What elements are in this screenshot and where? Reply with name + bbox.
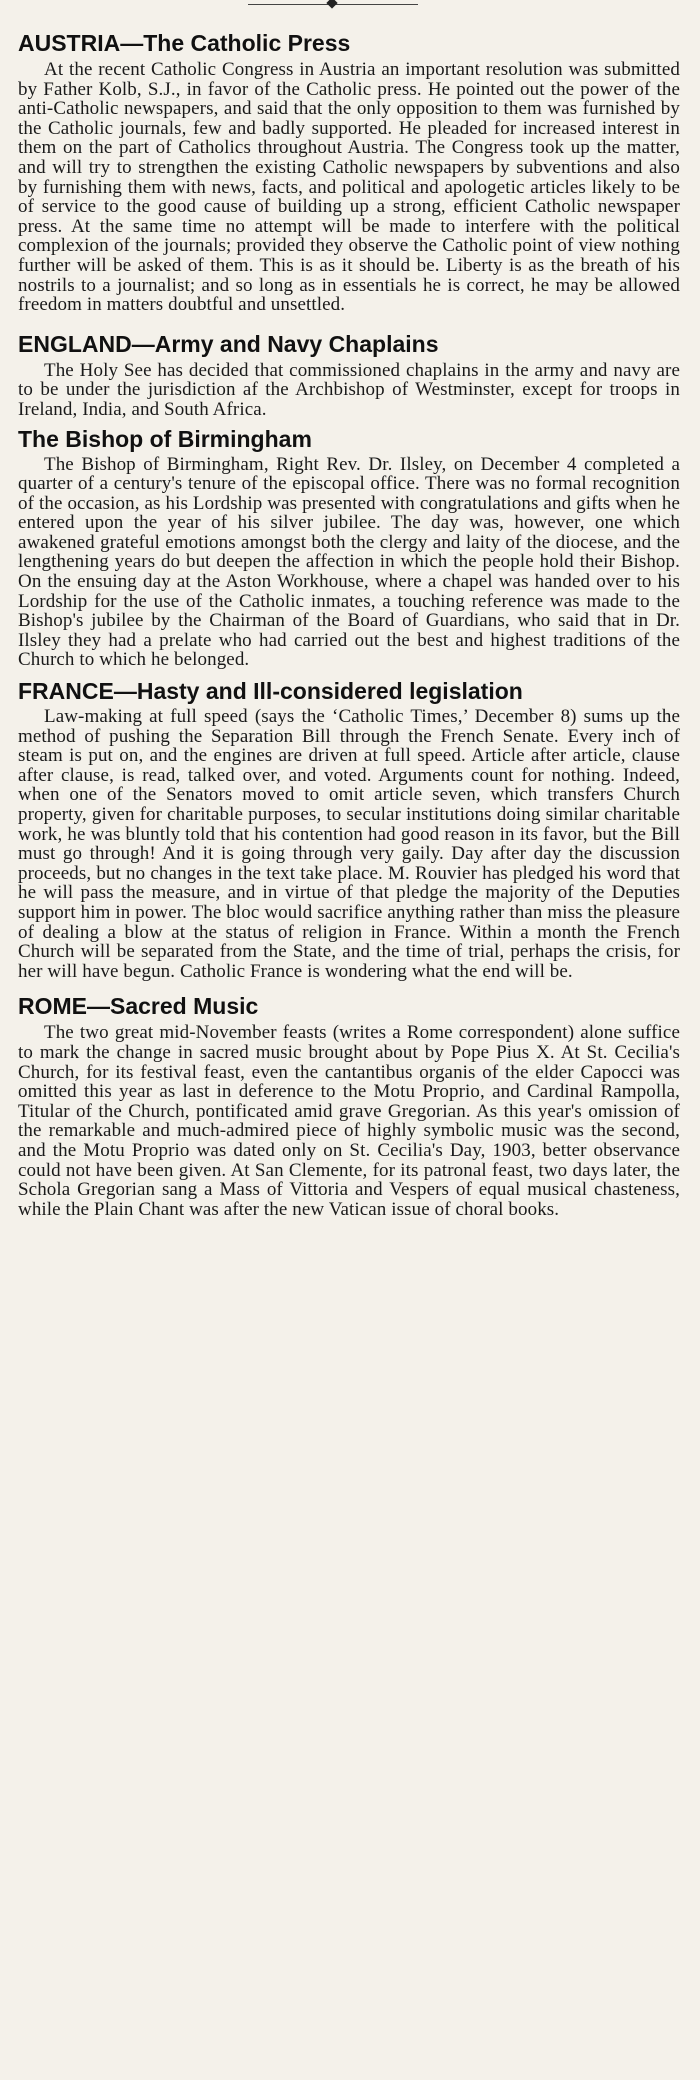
diamond-ornament-icon [326, 0, 337, 9]
article-austria [18, 28, 680, 315]
article-france [18, 676, 680, 981]
article-heading: FRANCE—Hasty and Ill-considered legislation [18, 678, 523, 705]
top-rule-ornament [18, 0, 680, 22]
article-england [18, 329, 680, 420]
article-heading: ROME—Sacred Music [18, 993, 259, 1020]
article-heading: AUSTRIA—The Catholic Press [18, 30, 351, 56]
article-birmingham [18, 424, 680, 671]
article-body: The two great mid-November feasts (writes a Rome correspondent) alone suffice to mark the change in sacred music brought about by Pope Pius X. At St. Cecilia's Church, for its festival feast, even the cantantibus organis of the elder Capocci was omitted this year as last in deference to the Motu Proprio, and Cardinal Rampolla, Titular of the Church, pontificated amid grave Gregorian. As this year's omission of the remarkable and much-admired piece of highly symbolic music was the second, and the Motu Proprio was dated only on St. Cecilia's Day, 1903, better observance could not have been given. At San Clemente, for its patronal feast, two days later, the Schola Gregorian sang a Mass of Vittoria and Vespers of equal musical chasteness, while the Plain Chant was after the new Vatican issue of choral books. [18, 1022, 680, 1220]
article-body: The Holy See has decided that commissioned chaplains in the army and navy are to be under the jurisdiction af the Archbishop of Westminster, except for troops in Ireland, India, and South Africa. [18, 359, 680, 420]
newspaper-column [18, 0, 680, 1219]
article-heading: ENGLAND—Army and Navy Chaplains [18, 330, 439, 357]
article-body: The Bishop of Birmingham, Right Rev. Dr. Ilsley, on December 4 completed a quarter of a century's tenure of the episcopal office. There was no formal recognition of the occasion, as his Lordship was presented with congratulations and gifts when he entered upon the year of his silver jubilee. The day was, however, one which awakened grateful emotions amongst both the clergy and laity of the diocese, and the lengthening years do but deepen the affection in which the people hold their Bishop. On the ensuing day at the Aston Workhouse, where a chapel was handed over to his Lordship for the use of the Catholic inmates, a touching reference was made to the Bishop's jubilee by the Chairman of the Board of Guardians, who said that in Dr. Ilsley they had a prelate who had carried out the best and highest traditions of the Church to which he belonged. [18, 453, 680, 671]
article-rome [18, 991, 680, 1219]
article-body: Law-making at full speed (says the ‘Catholic Times,’ December 8) sums up the method of pushing the Separation Bill through the French Senate. Every inch of steam is put on, and the engines are driven at full speed. Article after article, clause after clause, is read, talked over, and voted. Arguments count for nothing. Indeed, when one of the Senators moved to omit article seven, which transfers Church property, given for charitable purposes, to secular institutions doing similar charitable work, he was bluntly told that his contention had good reason in its favor, but the Bill must go through! And it is going through very gaily. Day after day the discussion proceeds, but no changes in the text take place. M. Rouvier has pledged his word that he will pass the measure, and in virtue of that pledge the majority of the Deputies support him in power. The bloc would sacrifice anything rather than miss the pleasure of dealing a blow at the status of religion in France. Within a month the French Church will be separated from the State, and the time of trial, perhaps the crisis, for her will have begun. Catholic France is wondering what the end will be. [18, 706, 680, 982]
article-body: At the recent Catholic Congress in Austria an important resolution was submitted by Father Kolb, S.J., in favor of the Catholic press. He pointed out the power of the anti-Catholic newspapers, and said that the only opposition to them was furnished by the Catholic journals, few and badly supported. He pleaded for increased interest in them on the part of Catholics throughout Austria. The Congress took up the matter, and will try to strengthen the existing Catholic newspapers by subventions and also by furnishing them with news, facts, and political and apologetic articles likely to be of service to the good cause of building up a strong, efficient Catholic newspaper press. At the same time no attempt will be made to interfere with the political complexion of the journals; provided they observe the Catholic point of view nothing further will be asked of them. This is as it should be. Liberty is as the breath of his nostrils to a journalist; and so long as in essentials he is correct, he may be allowed freedom in matters doubtful and unsettled. [18, 59, 680, 316]
article-heading: The Bishop of Birmingham [18, 425, 312, 452]
